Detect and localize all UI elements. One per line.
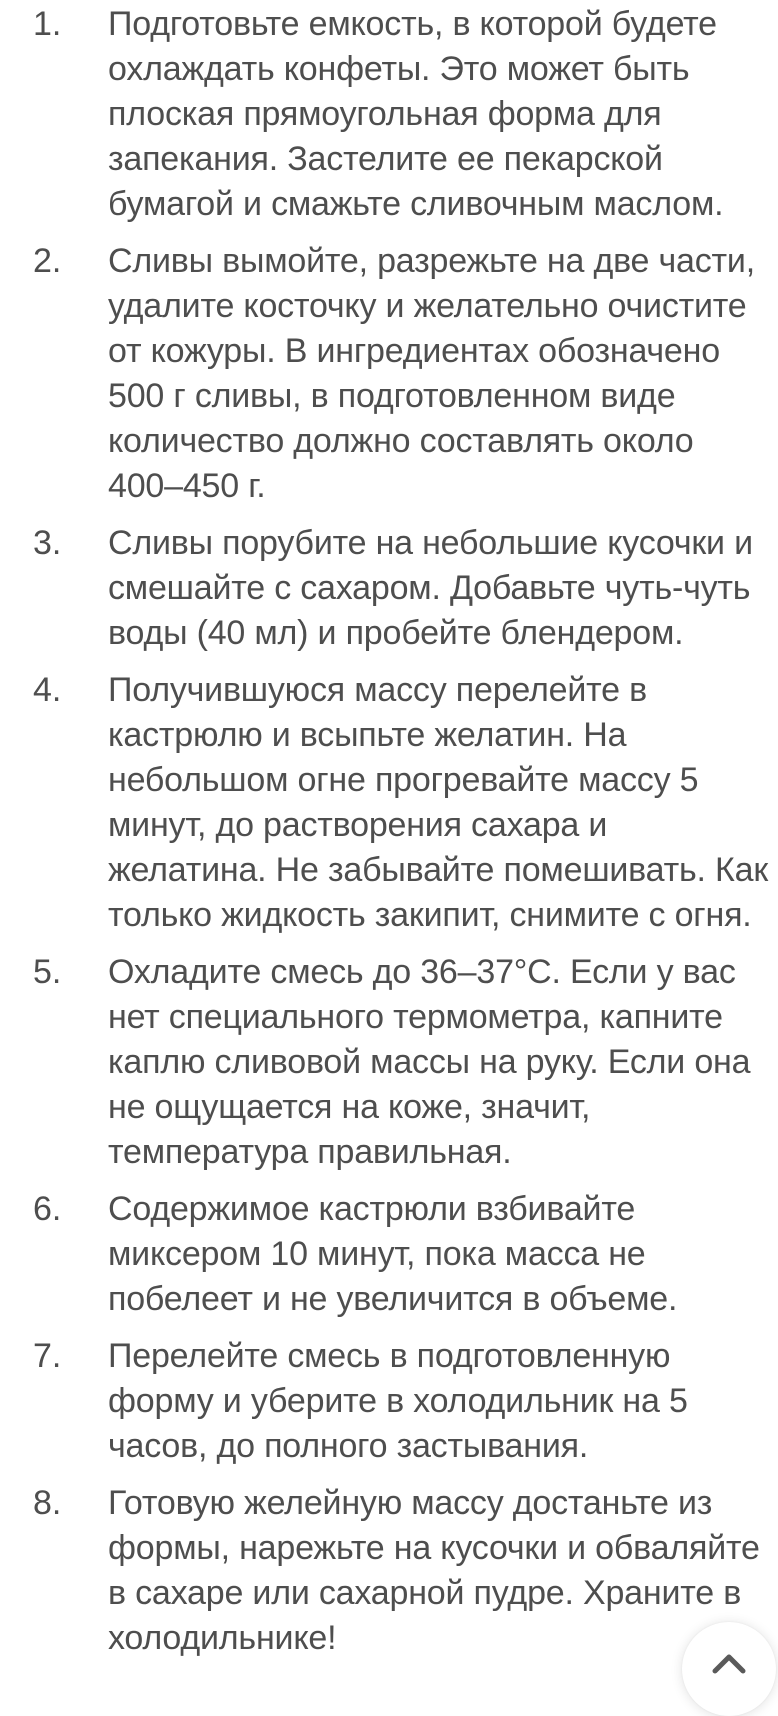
- recipe-step: [33, 2, 768, 227]
- recipe-step: [33, 668, 768, 938]
- step-text: Готовую желейную массу достаньте из формы, нарежьте на кусочки и обваляйте в сахаре или сахарной пудре. Храните в холодильнике!: [108, 1484, 760, 1657]
- scroll-to-top-button[interactable]: [682, 1622, 776, 1716]
- step-number: 3.: [33, 524, 62, 562]
- step-text: Перелейте смесь в подготовленную форму и уберите в холодильник на 5 часов, до полного застывания.: [108, 1337, 688, 1465]
- step-number: 5.: [33, 953, 62, 991]
- step-text: Сливы порубите на небольшие кусочки и смешайте с сахаром. Добавьте чуть-чуть воды (40 мл) и пробейте блендером.: [108, 524, 753, 652]
- step-text: Охладите смесь до 36–37°С. Если у вас нет специального термометра, капните каплю сливовой массы на руку. Если она не ощущается на коже, значит, температура правильная.: [108, 953, 751, 1171]
- step-text: Получившуюся массу перелейте в кастрюлю и всыпьте желатин. На небольшом огне прогревайте массу 5 минут, до растворения сахара и желатина. Не забывайте помешивать. Как только жидкость закипит, снимите с огня.: [108, 671, 768, 934]
- recipe-step: [33, 1481, 768, 1661]
- step-text: Содержимое кастрюли взбивайте миксером 10 минут, пока масса не побелеет и не увеличится в объеме.: [108, 1190, 678, 1318]
- step-number: 8.: [33, 1484, 62, 1522]
- recipe-step: [33, 239, 768, 509]
- step-text: Подготовьте емкость, в которой будете охлаждать конфеты. Это может быть плоская прямоугольная форма для запекания. Застелите ее пекарской бумагой и смажьте сливочным маслом.: [108, 5, 724, 223]
- recipe-step: [33, 950, 768, 1175]
- recipe-step: [33, 521, 768, 656]
- chevron-up-icon: [709, 1660, 749, 1678]
- step-number: 1.: [33, 5, 62, 43]
- step-text: Сливы вымойте, разрежьте на две части, удалите косточку и желательно очистите от кожуры. В ингредиентах обозначено 500 г сливы, в подготовленном виде количество должно составлять около 400–450 г.: [108, 242, 755, 505]
- recipe-step: [33, 1187, 768, 1322]
- recipe-step: [33, 1334, 768, 1469]
- step-number: 4.: [33, 671, 62, 709]
- step-number: 2.: [33, 242, 62, 280]
- step-number: 7.: [33, 1337, 62, 1375]
- step-number: 6.: [33, 1190, 62, 1228]
